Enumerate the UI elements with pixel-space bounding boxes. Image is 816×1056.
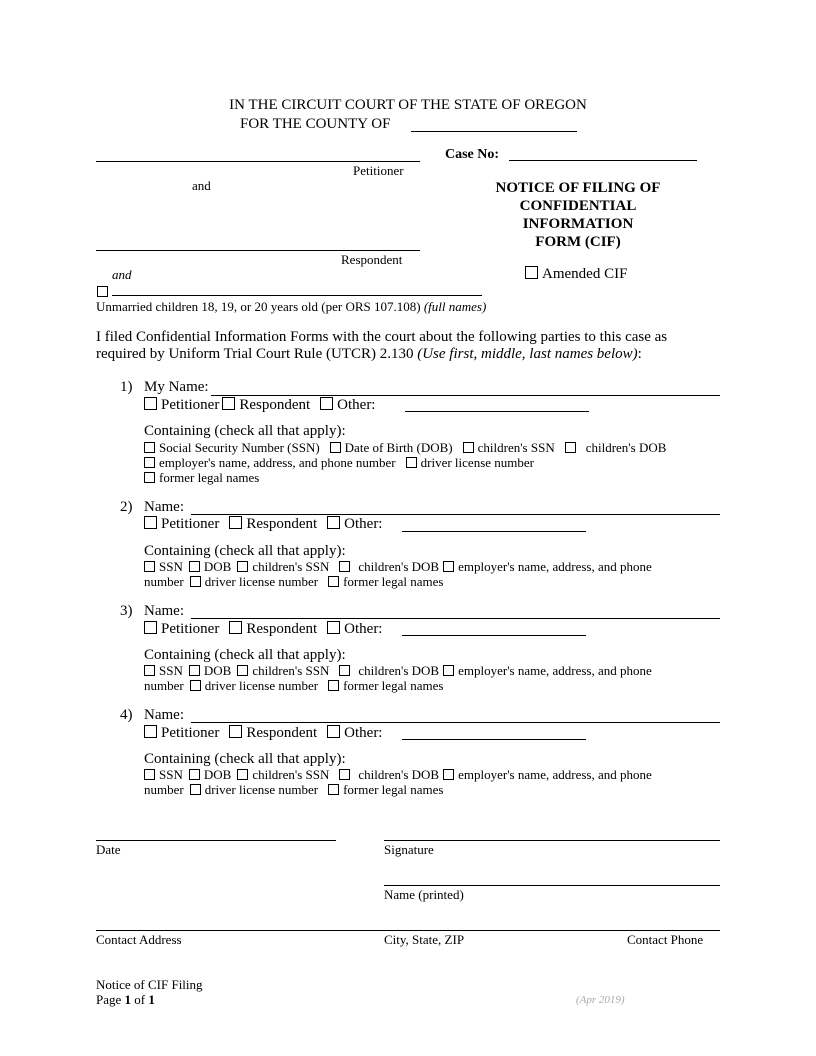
checkbox-icon <box>328 576 339 587</box>
checkbox-icon <box>144 665 155 676</box>
checkbox-icon <box>144 769 155 780</box>
checkbox-icon <box>330 442 341 453</box>
checkbox-icon <box>229 621 242 634</box>
checkbox-icon <box>144 442 155 453</box>
checkbox-icon <box>222 397 235 410</box>
and-label: and <box>192 178 211 193</box>
party-2-options-line-2: number driver license number former legal names <box>144 574 444 589</box>
party-3-name-field[interactable] <box>191 618 720 619</box>
checkbox-icon <box>327 516 340 529</box>
checkbox-icon <box>237 769 248 780</box>
option-children-dob-checkbox[interactable]: children's DOB <box>565 440 667 455</box>
party-1-options-line-1 <box>144 440 676 456</box>
petitioner-label: Petitioner <box>353 163 404 178</box>
intro-line-1: I filed Confidential Information Forms with the court about the following parties to this case as <box>96 329 668 345</box>
checkbox-icon <box>328 784 339 795</box>
party-2-other-checkbox[interactable]: Other: <box>327 516 382 532</box>
checkbox-icon <box>320 397 333 410</box>
checkbox-icon <box>229 725 242 738</box>
checkbox-icon <box>443 665 454 676</box>
case-no-label: Case No: <box>445 147 500 162</box>
document-title: NOTICE OF FILING OF CONFIDENTIAL INFORMATION FORM (CIF) <box>495 180 661 250</box>
checkbox-icon <box>190 784 201 795</box>
party-2-options-line-1 <box>144 559 662 575</box>
party-4-containing-label: Containing (check all that apply): <box>144 751 346 767</box>
option-dob-checkbox[interactable]: DOB <box>189 663 231 678</box>
checkbox-icon <box>237 561 248 572</box>
checkbox-icon <box>327 725 340 738</box>
option-driver-license-checkbox[interactable]: driver license number <box>190 678 318 693</box>
signature-label: Signature <box>384 842 434 857</box>
party-2-role-row <box>144 516 392 533</box>
children-label: Unmarried children 18, 19, or 20 years old (per ORS 107.108) (full names) <box>96 299 487 314</box>
court-heading: IN THE CIRCUIT COURT OF THE STATE OF OREGON <box>229 97 587 113</box>
party-4-petitioner-checkbox[interactable]: Petitioner <box>144 725 219 741</box>
option-ssn-checkbox[interactable]: SSN <box>144 559 183 574</box>
date-label: Date <box>96 842 121 857</box>
party-3-petitioner-checkbox[interactable]: Petitioner <box>144 621 219 637</box>
option-children-dob-checkbox[interactable]: children's DOB <box>339 767 439 782</box>
option-children-dob-checkbox[interactable]: children's DOB <box>339 559 439 574</box>
party-4-options-line-2: number driver license number former legal names <box>144 782 444 797</box>
party-1-role-row <box>144 397 385 414</box>
party-2-name-label: Name: <box>144 499 184 515</box>
respondent-label: Respondent <box>341 252 403 267</box>
checkbox-icon <box>144 457 155 468</box>
checkbox-icon <box>328 680 339 691</box>
party-2-other-field[interactable] <box>402 531 586 532</box>
option-driver-license-checkbox[interactable]: driver license number <box>190 782 318 797</box>
checkbox-icon <box>339 665 350 676</box>
checkbox-icon <box>97 286 108 297</box>
page-number: Page 1 of 1 <box>96 992 155 1007</box>
checkbox-icon <box>327 621 340 634</box>
party-3-options-line-1 <box>144 663 662 679</box>
name-printed-field[interactable] <box>384 885 720 886</box>
option-ssn-checkbox[interactable]: SSN <box>144 663 183 678</box>
checkbox-icon <box>189 665 200 676</box>
party-1-number: 1) <box>120 379 133 395</box>
party-3-role-row <box>144 621 392 638</box>
option-ssn-checkbox[interactable]: SSN <box>144 767 183 782</box>
checkbox-icon <box>463 442 474 453</box>
option-dob-checkbox[interactable]: DOB <box>189 559 231 574</box>
and-label-2: and <box>112 267 132 282</box>
option-children-ssn-checkbox[interactable]: children's SSN <box>237 559 329 574</box>
option-employer-checkbox[interactable]: employer's name, address, and phone number <box>144 455 396 470</box>
option-former-names-checkbox[interactable]: former legal names <box>328 574 443 589</box>
option-driver-license-checkbox[interactable]: driver license number <box>190 574 318 589</box>
option-former-names-checkbox[interactable]: former legal names <box>144 470 259 485</box>
checkbox-icon <box>144 561 155 572</box>
amended-cif-label: Amended CIF <box>542 266 628 282</box>
party-4-options-line-1 <box>144 767 662 783</box>
city-state-zip-label: City, State, ZIP <box>384 932 465 947</box>
party-4-name-label: Name: <box>144 707 184 723</box>
checkbox-icon <box>237 665 248 676</box>
party-1-options-line-2 <box>144 455 544 471</box>
party-1-options-line-3 <box>144 470 269 486</box>
party-4-name-field[interactable] <box>191 722 720 723</box>
name-printed-label: Name (printed) <box>384 887 464 902</box>
option-employer-checkbox[interactable]: employer's name, address, and phone <box>443 767 652 782</box>
case-no-field[interactable] <box>509 160 697 161</box>
checkbox-icon <box>525 266 538 279</box>
checkbox-icon <box>144 397 157 410</box>
checkbox-icon <box>443 769 454 780</box>
party-1-respondent-checkbox[interactable]: Respondent <box>229 397 310 413</box>
option-children-dob-checkbox[interactable]: children's DOB <box>339 663 439 678</box>
party-4-other-field[interactable] <box>402 739 586 740</box>
checkbox-icon <box>144 725 157 738</box>
checkbox-icon <box>565 442 576 453</box>
party-1-containing-label: Containing (check all that apply): <box>144 423 346 439</box>
party-3-name-label: Name: <box>144 603 184 619</box>
party-3-other-checkbox[interactable]: Other: <box>327 621 382 637</box>
party-3-number: 3) <box>120 603 133 619</box>
checkbox-icon <box>229 516 242 529</box>
option-ssn-checkbox[interactable]: Social Security Number (SSN) <box>144 440 320 455</box>
checkbox-icon <box>189 769 200 780</box>
option-children-ssn-checkbox[interactable]: children's SSN <box>463 440 555 455</box>
petitioner-name-field[interactable] <box>96 161 420 162</box>
children-names-field[interactable] <box>112 295 482 296</box>
checkbox-icon <box>144 516 157 529</box>
party-2-containing-label: Containing (check all that apply): <box>144 543 346 559</box>
contact-info-field[interactable] <box>96 930 720 931</box>
party-4-respondent-checkbox[interactable]: Respondent <box>229 725 317 741</box>
option-employer-checkbox[interactable]: employer's name, address, and phone <box>443 559 652 574</box>
county-label: FOR THE COUNTY OF <box>240 116 391 132</box>
checkbox-icon <box>189 561 200 572</box>
party-1-name-label: My Name: <box>144 379 209 395</box>
party-4-role-row <box>144 725 392 742</box>
option-former-names-checkbox[interactable]: former legal names <box>328 678 443 693</box>
party-1-other-field[interactable] <box>405 411 589 412</box>
checkbox-icon <box>190 680 201 691</box>
option-former-names-checkbox[interactable]: former legal names <box>328 782 443 797</box>
party-3-options-line-2: number driver license number former legal names <box>144 678 444 693</box>
option-employer-checkbox[interactable]: employer's name, address, and phone <box>443 663 652 678</box>
option-children-ssn-checkbox[interactable]: children's SSN <box>237 663 329 678</box>
option-driver-license-checkbox[interactable]: driver license number <box>406 455 534 470</box>
checkbox-icon <box>443 561 454 572</box>
contact-address-label: Contact Address <box>96 932 182 947</box>
checkbox-icon <box>144 472 155 483</box>
amended-cif-checkbox[interactable] <box>525 266 627 283</box>
party-1-name-field[interactable] <box>211 395 720 396</box>
party-3-respondent-checkbox[interactable]: Respondent <box>229 621 317 637</box>
option-children-ssn-checkbox[interactable]: children's SSN <box>237 767 329 782</box>
checkbox-icon <box>339 561 350 572</box>
party-3-other-field[interactable] <box>402 635 586 636</box>
party-4-number: 4) <box>120 707 133 723</box>
party-2-name-field[interactable] <box>191 514 720 515</box>
intro-line-2: required by Uniform Trial Court Rule (UTCR) 2.130 (Use first, middle, last names below): <box>96 346 642 362</box>
party-4-other-checkbox[interactable]: Other: <box>327 725 382 741</box>
option-dob-checkbox[interactable]: Date of Birth (DOB) <box>330 440 453 455</box>
checkbox-icon <box>339 769 350 780</box>
respondent-name-field[interactable] <box>96 250 420 251</box>
revision-date: (Apr 2019) <box>576 994 625 1006</box>
party-2-petitioner-checkbox[interactable]: Petitioner <box>144 516 219 532</box>
party-1-petitioner-checkbox[interactable]: Petitioner <box>144 397 219 413</box>
party-2-respondent-checkbox[interactable]: Respondent <box>229 516 317 532</box>
party-3-containing-label: Containing (check all that apply): <box>144 647 346 663</box>
option-dob-checkbox[interactable]: DOB <box>189 767 231 782</box>
county-field[interactable] <box>411 131 577 132</box>
checkbox-icon <box>144 621 157 634</box>
contact-phone-label: Contact Phone <box>627 932 704 947</box>
signature-field[interactable] <box>384 840 720 841</box>
party-1-other-checkbox[interactable]: Other: <box>320 397 375 413</box>
checkbox-icon <box>406 457 417 468</box>
footer-title: Notice of CIF Filing <box>96 977 203 992</box>
date-field[interactable] <box>96 840 336 841</box>
party-2-number: 2) <box>120 499 133 515</box>
checkbox-icon <box>190 576 201 587</box>
